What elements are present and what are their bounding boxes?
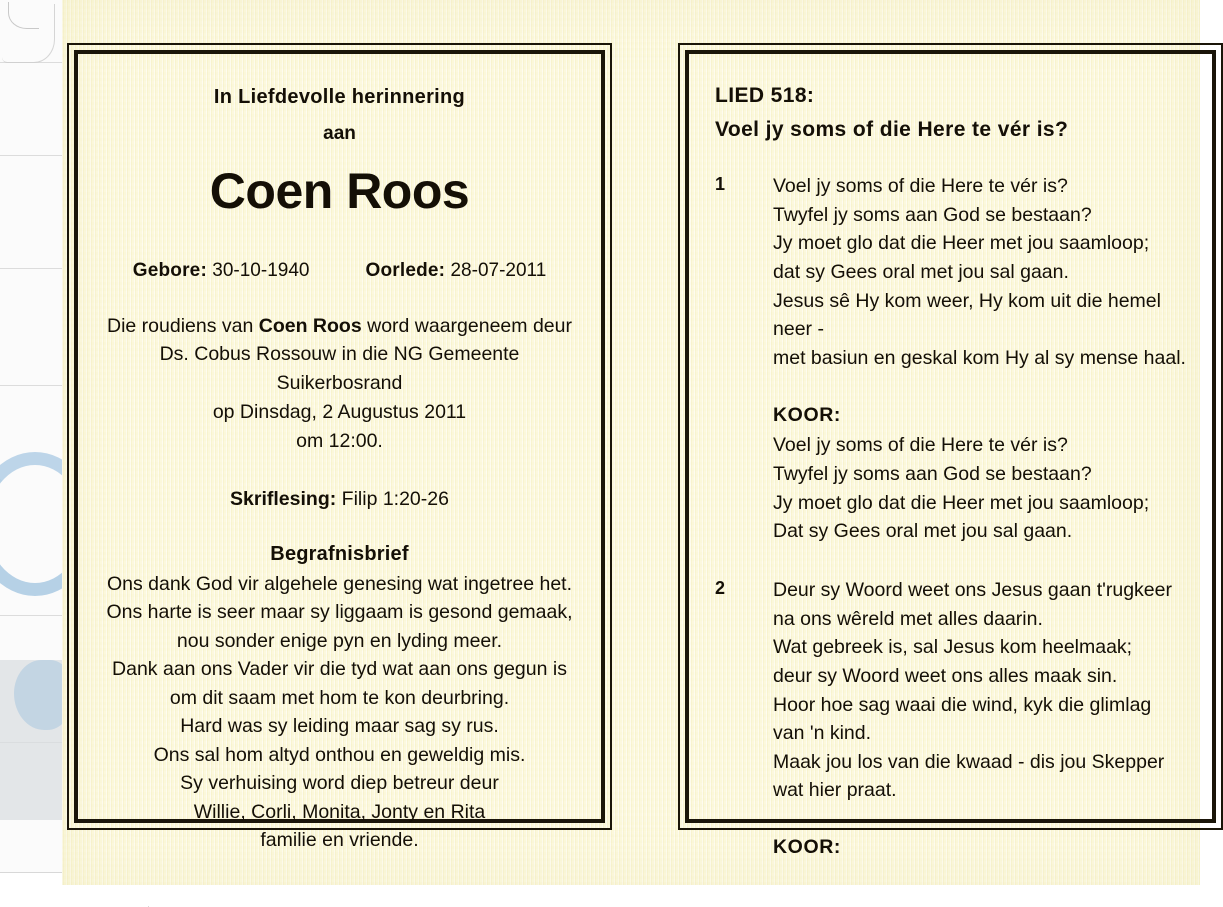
hymn-line: Jesus sê Hy kom weer, Hy kom uit die hemel neer - [773, 289, 1161, 341]
service-line-4: om 12:00. [296, 429, 383, 452]
scripture-reading-value: Filip 1:20-26 [341, 487, 449, 510]
hymn-panel [678, 43, 1223, 859]
funeral-letter-line: Ons dank God vir algehele genesing wat ingetree het. [106, 572, 573, 595]
scripture-reading [104, 488, 575, 511]
hymn-chorus-2 [773, 833, 1186, 862]
birth-date-label: Gebore: [132, 259, 207, 281]
service-line-1 [104, 312, 575, 341]
funeral-letter-line: nou sonder enige pyn en lyding meer. [176, 629, 503, 652]
funeral-letter-line: om dit saam met hom te kon deurbring. [169, 686, 510, 709]
hymn-line: Twyfel jy soms aan God se bestaan? [773, 462, 1092, 485]
birth-date-value: 30-10-1940 [212, 259, 310, 281]
deceased-name: Coen Roos [209, 163, 470, 219]
hymn-line: Wat gebreek is, sal Jesus kom heelmaak; [773, 636, 1133, 659]
hymn-line: met basiun en geskal kom Hy al sy mense haal. [773, 346, 1186, 369]
hymn-chorus-1-label: KOOR: [773, 403, 841, 426]
hymn-line: na ons wêreld met alles daarin. [773, 607, 1043, 630]
hymn-verse-2-lines [773, 576, 1186, 805]
funeral-letter-line: Dank aan ons Vader vir die tyd wat aan ons gegun is [112, 658, 567, 681]
funeral-letter-title: Begrafnisbrief [270, 542, 409, 565]
hymn-number: LIED 518: [715, 84, 815, 107]
service-line-1-prefix: Die roudiens van [107, 314, 259, 337]
memorial-content [78, 54, 601, 852]
hymn-line: Deur sy Woord weet ons Jesus gaan t'rugkeer [773, 578, 1172, 601]
hymn-verse-2-number: 2 [715, 577, 726, 598]
hymn-verse-1-number: 1 [715, 174, 726, 194]
funeral-letter-line: familie en vriende. [260, 829, 419, 852]
funeral-letter-line: Sy verhuising word diep betreur deur [180, 772, 499, 795]
service-details [104, 312, 575, 456]
memorial-kicker: In Liefdevolle herinnering [213, 86, 466, 108]
hymn-content [689, 54, 1212, 859]
hymn-line: Dat sy Gees oral met jou sal gaan. [773, 520, 1073, 543]
memorial-panel [67, 43, 612, 852]
hymn-verse-2 [715, 576, 1186, 805]
funeral-letter-line: Ons sal hom altyd onthou en geweldig mis. [153, 743, 526, 766]
hymn-verse-1-lines [773, 172, 1186, 373]
service-line-1-name: Coen Roos [258, 314, 362, 337]
funeral-letter-line: Ons harte is seer maar sy liggaam is gesond gemaak, [106, 601, 573, 624]
hymn-line: Voel jy soms of die Here te vér is? [773, 175, 1068, 197]
death-date-label: Oorlede: [365, 259, 446, 281]
death-date-group [365, 260, 546, 282]
service-line-3: op Dinsdag, 2 Augustus 2011 [212, 401, 467, 424]
hymn-chorus-1 [773, 401, 1186, 546]
hymn-line: dat sy Gees oral met jou sal gaan. [773, 260, 1069, 283]
funeral-letter-line: Willie, Corli, Monita, Jonty en Rita [193, 800, 486, 823]
hymn-line: Voel jy soms of die Here te vér is? [773, 434, 1068, 457]
hymn-line: Twyfel jy soms aan God se bestaan? [773, 203, 1092, 226]
hymn-line: Jy moet glo dat die Heer met jou saamloop; [773, 491, 1150, 514]
hymn-line: Hoor hoe sag waai die wind, kyk die glimlag van 'n kind. [773, 693, 1152, 745]
hymn-line: Jy moet glo dat die Heer met jou saamloop; [773, 232, 1150, 255]
scripture-reading-label: Skriflesing: [230, 487, 337, 510]
funeral-letter-body [104, 570, 575, 855]
hymn-line: deur sy Woord weet ons alles maak sin. [773, 664, 1118, 687]
funeral-letter-line: Hard was sy leiding maar sag sy rus. [180, 715, 499, 738]
birth-date-group [133, 260, 310, 282]
hymn-line: Maak jou los van die kwaad - dis jou Skepper wat hier praat. [773, 750, 1165, 802]
hymn-panel-frame [685, 50, 1216, 859]
paper-bottom-edge [62, 885, 1200, 906]
service-line-1-suffix: word waargeneem deur [361, 314, 572, 337]
memorial-panel-frame [74, 50, 605, 852]
life-dates-row [104, 260, 575, 282]
hymn-chorus-2-label: KOOR: [773, 836, 841, 859]
hymn-title: Voel jy soms of die Here te vér is? [715, 118, 1069, 141]
service-line-2: Ds. Cobus Rossouw in die NG Gemeente Suikerbosrand [159, 343, 520, 395]
memorial-kicker-sub: aan [323, 123, 356, 144]
hymn-verse-1 [715, 172, 1186, 373]
death-date-value: 28-07-2011 [450, 259, 547, 281]
